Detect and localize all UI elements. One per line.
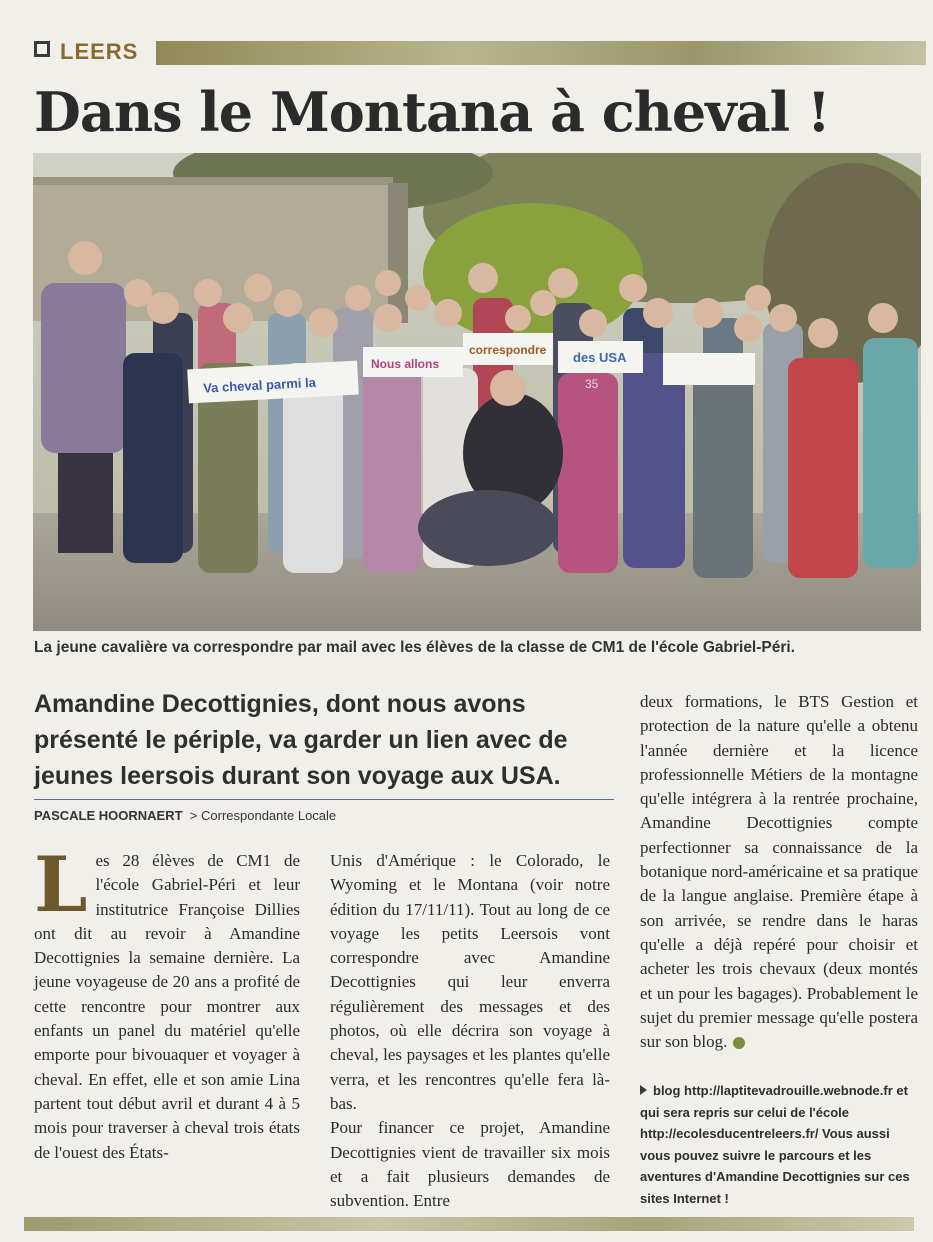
sign-text: Va cheval parmi la xyxy=(202,374,317,396)
sign-text: Nous allons xyxy=(371,357,440,371)
body-text-1: es 28 élèves de CM1 de l'école Gabriel-Péri et leur institutrice Françoise Dillies ont dit au revoir à Amandine Decottignies la semaine dernière. La jeune voyageuse de 20 ans a profité de cette rencontre pour montrer aux enfants un panel du matériel qu'elle emporte pour bivouaquer et voyager à cheval. En effet, elle et son amie Lina partent tout début avril et durant 4 à 5 mois pour traverser à cheval trois états de l'ouest des États- xyxy=(34,851,300,1162)
sign-text: correspondre xyxy=(469,343,547,357)
byline-author: PASCALE HOORNAERT xyxy=(34,808,183,823)
section-rubric xyxy=(34,38,924,68)
drop-cap: L xyxy=(34,840,88,929)
info-text: blog http://laptitevadrouille.webnode.fr et qui sera repris sur celui de l'école http://ecolesducentreleers.fr/ Vous aussi vous pouvez suivre le parcours et les aventures d'Amandine Decottignies sur ces sites Internet ! xyxy=(640,1083,910,1206)
body-text-2b: Pour financer ce projet, Amandine Decottignies vient de travailler six mois et a fait plusieurs demandes de subvention. Entre xyxy=(330,1118,610,1211)
shirt-number: 35 xyxy=(585,377,599,391)
lede: Amandine Decottignies, dont nous avons présenté le périple, va garder un lien avec de jeunes leersois durant son voyage aux USA. xyxy=(34,690,568,790)
rubric-bar xyxy=(156,41,926,65)
body-column-3 xyxy=(640,690,918,1054)
headline: Dans le Montana à cheval ! xyxy=(34,80,830,144)
body-text-2a: Unis d'Amérique : le Colorado, le Wyoming et le Montana (voir notre édition du 17/11/11). Tout au long de ce voyage les petits Leersois vont correspondre avec Amandine Decottignies qui leur enverra régulièrement des messages et des photos, où elle décrira son voyage à cheval, les paysages et les plantes qu'elle verra, et les rencontres qu'elle fera là-bas. xyxy=(330,851,610,1113)
body-column-2 xyxy=(330,849,610,1213)
group-photo xyxy=(33,153,921,631)
footer-bar xyxy=(24,1217,914,1231)
end-bullet-icon xyxy=(733,1037,745,1049)
body-text-3: deux formations, le BTS Gestion et protection de la nature qu'elle a obtenu l'année dernière et la licence professionnelle Métiers de la montagne qu'elle intégrera à la rentrée prochaine, Amandine Decottignies compte perfectionner sa connaissance de la botanique nord-américaine et sa pratique de la langue anglaise. Première étape à son arrivée, se rendre dans le haras qu'elle a déjà repéré pour choisir et acheter les trois chevaux (deux montés et un pour les bagages). Probablement le sujet du premier message qu'elle postera sur son blog. xyxy=(640,692,918,1052)
body-column-1 xyxy=(34,840,300,1165)
lede-rule xyxy=(34,799,614,800)
sign-text: des USA xyxy=(573,350,627,365)
square-icon xyxy=(34,41,50,57)
section-label: LEERS xyxy=(60,39,139,64)
byline-role: Correspondante Locale xyxy=(201,808,337,823)
byline xyxy=(34,806,336,826)
arrow-right-icon xyxy=(640,1085,647,1095)
byline-separator: > xyxy=(189,808,198,823)
info-box xyxy=(640,1080,920,1209)
photo-illustration xyxy=(33,153,921,631)
photo-caption: La jeune cavalière va correspondre par mail avec les élèves de la classe de CM1 de l'école Gabriel-Péri. xyxy=(34,639,796,656)
